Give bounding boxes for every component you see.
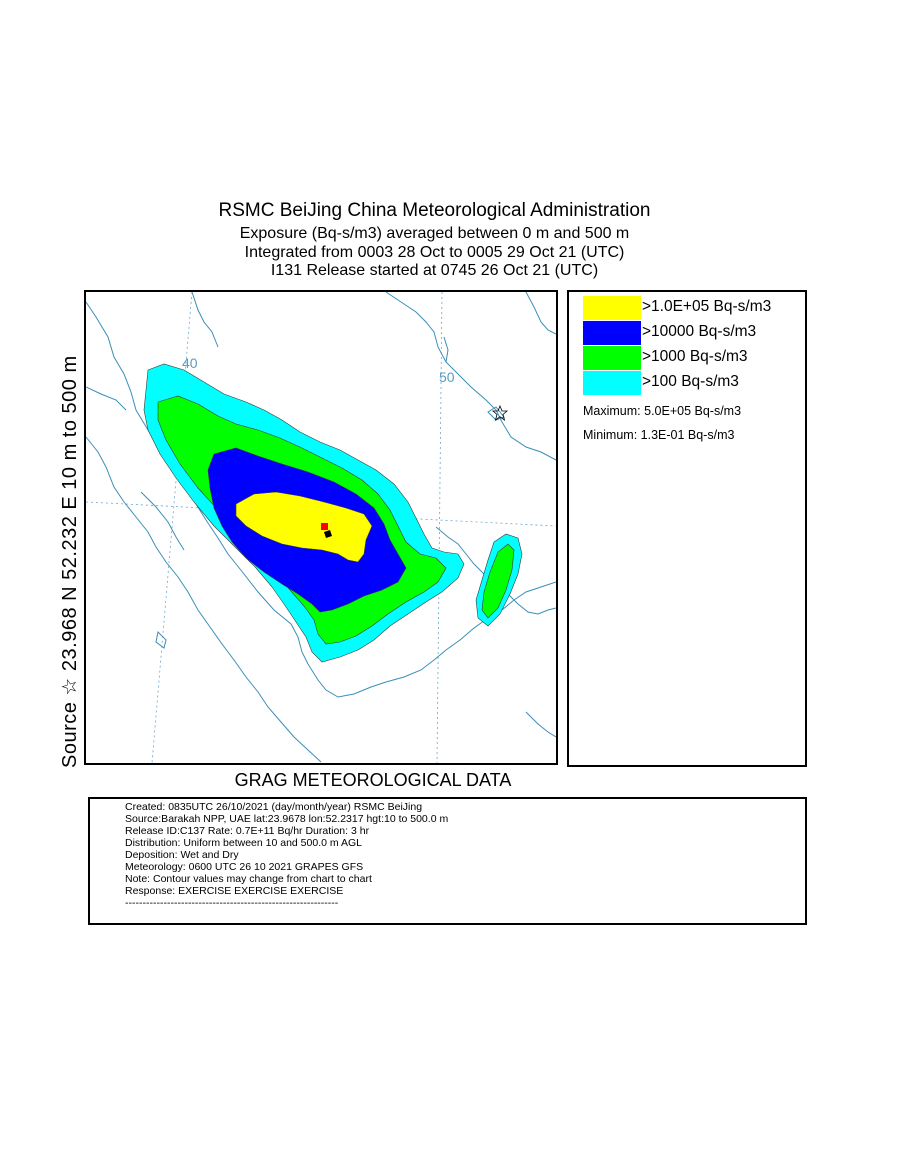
map-panel: [84, 290, 558, 765]
legend-swatch-100: [583, 371, 641, 395]
info-line-source: Source:Barakah NPP, UAE lat:23.9678 lon:52.2317 hgt:10 to 500.0 m: [125, 813, 449, 825]
info-line-response: Response: EXERCISE EXERCISE EXERCISE: [125, 885, 344, 897]
nile-river: [141, 492, 184, 550]
info-line-distribution: Distribution: Uniform between 10 and 500.0 m AGL: [125, 837, 362, 849]
legend-label-10000: >10000 Bq-s/m3: [642, 323, 757, 340]
lon-label-40: 40: [182, 355, 198, 371]
legend-label-1000: >1000 Bq-s/m3: [642, 348, 748, 365]
gulf-of-aqaba: [192, 292, 218, 347]
exposure-subtitle: Exposure (Bq-s/m3) averaged between 0 m and 500 m: [239, 225, 630, 242]
source-axis-label: Source ☆ 23.968 N 52.232 E 10 m to 500 m: [59, 355, 81, 768]
meridian-50: [437, 292, 442, 763]
info-panel: [88, 797, 807, 925]
maximum-value: Maximum: 5.0E+05 Bq-s/m3: [583, 404, 742, 418]
legend-label-1e5: >1.0E+05 Bq-s/m3: [642, 298, 772, 315]
mediterranean-coast: [86, 387, 126, 410]
info-line-meteorology: Meteorology: 0600 UTC 26 10 2021 GRAPES GFS: [125, 861, 364, 873]
chart-title: RSMC BeiJing China Meteorological Administration: [218, 200, 651, 221]
north-coast: [526, 292, 556, 334]
info-line-deposition: Deposition: Wet and Dry: [125, 849, 239, 861]
meteorological-data-label: GRAG METEOROLOGICAL DATA: [234, 770, 512, 790]
island-outline: [156, 632, 166, 648]
info-line-created: Created: 0835UTC 26/10/2021 (day/month/year) RSMC BeiJing: [125, 801, 423, 813]
release-start: I131 Release started at 0745 26 Oct 21 (UTC): [270, 262, 599, 279]
max-concentration-marker: [321, 523, 328, 530]
integration-period: Integrated from 0003 28 Oct to 0005 29 Oct 21 (UTC): [244, 244, 625, 261]
legend-swatch-1000: [583, 346, 641, 370]
border-line: [502, 422, 556, 460]
caspian-coast: [386, 292, 502, 422]
legend-swatch-10000: [583, 321, 641, 345]
info-line-separator: -------------------------------------------------------------: [125, 897, 339, 909]
info-line-note: Note: Contour values may change from chart to chart: [125, 873, 372, 885]
plume-contours: [144, 364, 522, 662]
legend-swatch-1e5: [583, 296, 641, 320]
legend-panel: [567, 290, 807, 767]
legend-label-100: >100 Bq-s/m3: [642, 373, 739, 390]
map-canvas: [86, 292, 556, 763]
horn-coast: [526, 712, 556, 737]
minimum-value: Minimum: 1.3E-01 Bq-s/m3: [583, 428, 735, 442]
info-line-release: Release ID:C137 Rate: 0.7E+11 Bq/hr Duration: 3 hr: [125, 825, 370, 837]
river-line: [444, 337, 448, 362]
lon-label-50: 50: [439, 369, 455, 385]
